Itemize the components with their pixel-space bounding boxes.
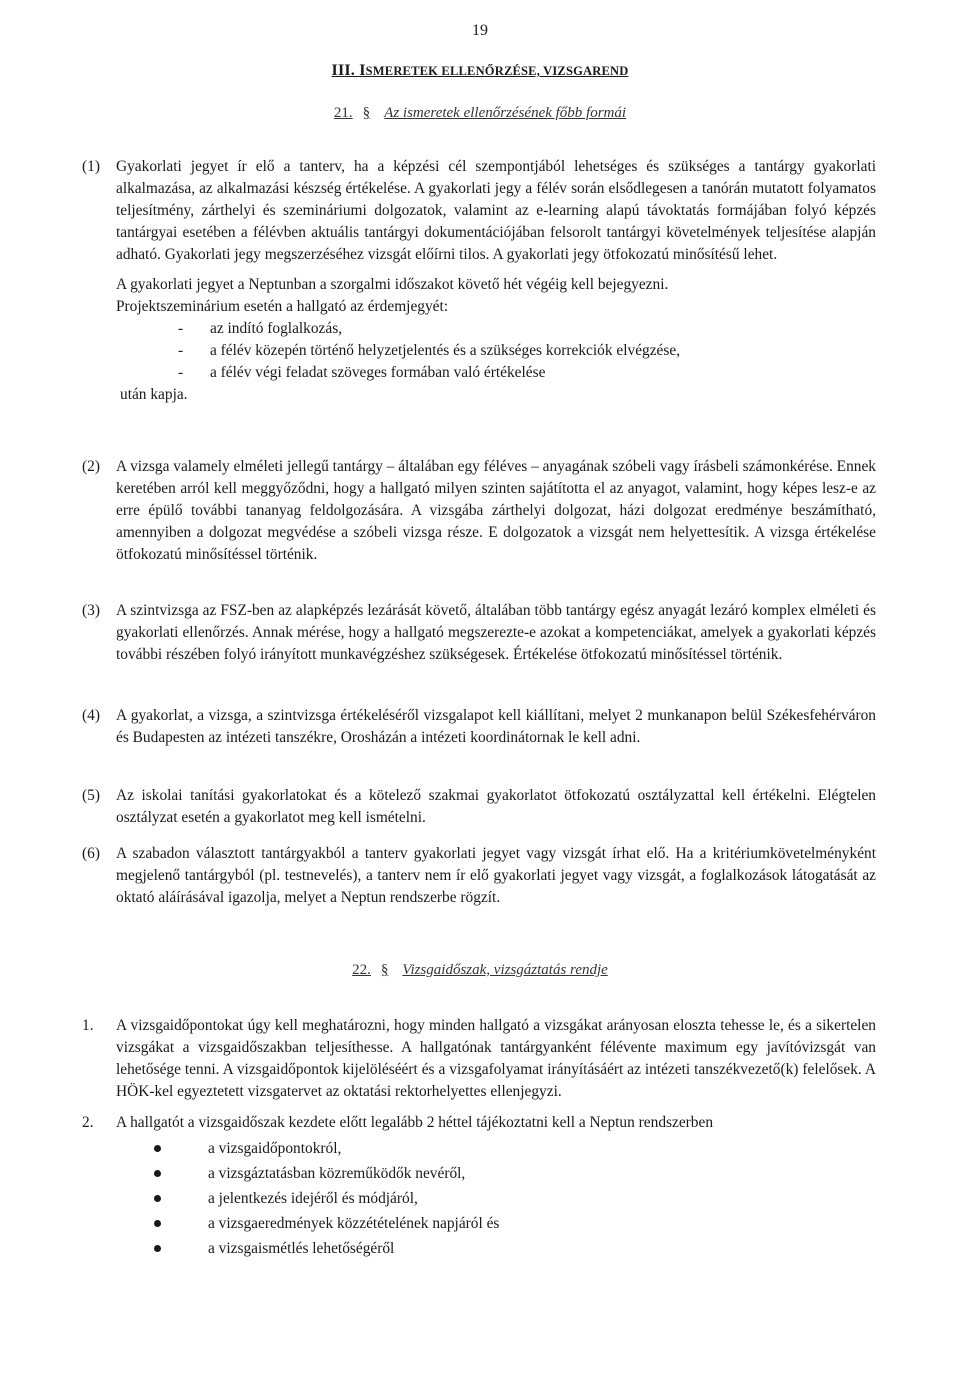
item-2	[82, 456, 876, 566]
item-6-text: A szabadon választott tantárgyakból a tanterv gyakorlati jegyet vagy vizsgát írhat elő. Ha a kritériumkövetelményként megjelenő tantárgyból (pl. testnevelés), a tanterv nem ír elő gyakorlati jegyet vagy vizsgát, a foglalkozások látogatását az oktató aláírásával igazolja, melyet a Neptun rendszerbe rögzít.	[116, 845, 876, 906]
chapter-roman: III.	[331, 62, 355, 79]
section-21-title: Az ismeretek ellenőrzésének főbb formái	[384, 105, 627, 121]
bullet-text: a vizsgaidőpontokról,	[208, 1140, 342, 1157]
item-4	[82, 705, 876, 749]
projekt-list-text: a félév végi feladat szöveges formában való értékelése	[210, 364, 546, 381]
vizsga-item-1-text: A vizsgaidőpontokat úgy kell meghatározni, hogy minden hallgató a vizsgákat arányosan eloszta tehesse le, és a sikertelen vizsgákat a vizsgaidőszakban teljesíthesse. A hallgatónak tantárgyanként félévente maximum egy javítóvizsgát van lehetősége tenni. A vizsgaidőpontok kijelöléséért és a vizsgafolyamat irányításáért az intézeti tanszékvezető(k) felelősek. A HÖK-kel egyeztetett vizsgatervet az oktatási rektorhelyettes ellenjegyzi.	[116, 1017, 876, 1100]
item-3-number: (3)	[82, 602, 100, 619]
vizsga-item-2	[82, 1112, 876, 1134]
bullet-text: a vizsgáztatásban közreműködők nevéről,	[208, 1165, 466, 1182]
dash-marker: -	[178, 320, 184, 337]
section-21-para-sign: §	[362, 105, 371, 121]
bullet-item	[116, 1161, 876, 1186]
section-22-para-sign: §	[380, 962, 389, 978]
bullet-dot-icon	[154, 1245, 161, 1252]
bullet-dot-icon	[154, 1170, 161, 1177]
item-3-text: A szintvizsga az FSZ-ben az alapképzés lezárását követő, általában több tantárgy egész anyagát lezáró komplex elméleti és gyakorlati ellenőrzés. Annak mérése, hogy a hallgató megszerezte-e azokat a kompetenciákat, amelyek a gyakorlati képzés további részében folyó irányított munkavégzéshez szükségesek. Értékelése ötfokozatú minősítéssel történik.	[116, 602, 876, 663]
item-2-text: A vizsga valamely elméleti jellegű tantárgy – általában egy féléves – anyagának szóbeli vagy írásbeli számonkérése. Ennek keretében arról kell meggyőződni, hogy a hallgató milyen szinten sajátította el az anyagot, valamint, hogy képes lesz-e az erre épülő további tananyag feldolgozására. A vizsgába zárthelyi dolgozat, házi dolgozat eredménye beszámítható, amennyiben a dolgozat megvédése a szóbeli vizsga része. E dolgozatok a vizsgát nem helyettesítik. A vizsga értékelése ötfokozatú minősítéssel történik.	[116, 458, 876, 563]
item-3	[82, 600, 876, 666]
dash-marker: -	[178, 364, 184, 381]
bullet-dot-icon	[154, 1220, 161, 1227]
vizsga-item-1	[82, 1015, 876, 1103]
projekt-list-item	[116, 318, 876, 340]
bullet-dot-icon	[154, 1145, 161, 1152]
section-21-heading	[0, 105, 960, 122]
item-5-block	[82, 785, 876, 829]
item-1-text: Gyakorlati jegyet ír elő a tanterv, ha a képzési cél szempontjából lehetséges és szükséges a tantárgy gyakorlati alkalmazása, az alkalmazási készség értékelése. A gyakorlati jegy a félév során elsődlegesen a tanórán mutatott folyamatos teljesítmény, zárthelyi és szemináriumi dolgozatok, valamint az e-learning alapú távoktatás formájában folyó képzés tantárgyai esetében a félévben aktuális tantárgyi dokumentációjában felsorolt tantárgyi követelmények teljesítése alapján adható. Gyakorlati jegy megszerzéséhez vizsgát előírni tilos. A gyakorlati jegy ötfokozatú minősítésű lehet.	[116, 158, 876, 263]
item-5-text: Az iskolai tanítási gyakorlatokat és a kötelező szakmai gyakorlatot ötfokozatú osztályzattal kell értékelni. Elégtelen osztályzat esetén a gyakorlatot meg kell ismételni.	[116, 787, 876, 826]
section-22-number: 22.	[352, 962, 371, 978]
section-22-heading	[0, 962, 960, 979]
neptun-note: A gyakorlati jegyet a Neptunban a szorgalmi időszakot követő hét végéig kell bejegyezni.	[116, 276, 669, 293]
vizsga-item-2-block	[82, 1112, 876, 1261]
bullet-text: a vizsgaeredmények közzétételének napjáról és	[208, 1215, 500, 1232]
section-22-title: Vizsgaidőszak, vizsgáztatás rendje	[402, 962, 608, 978]
bullet-item	[116, 1186, 876, 1211]
item-2-block	[82, 456, 876, 566]
bullet-item	[116, 1136, 876, 1161]
page-number: 19	[472, 22, 488, 39]
item-6-number: (6)	[82, 845, 100, 862]
bullet-item	[116, 1211, 876, 1236]
item-5	[82, 785, 876, 829]
bullet-text: a vizsgaismétlés lehetőségéről	[208, 1240, 395, 1257]
item-6-block	[82, 843, 876, 909]
item-6	[82, 843, 876, 909]
item-1-number: (1)	[82, 158, 100, 175]
vizsga-item-2-number: 2.	[82, 1114, 94, 1131]
item-2-number: (2)	[82, 458, 100, 475]
item-4-number: (4)	[82, 707, 100, 724]
section-21-body-top	[82, 156, 876, 406]
projekt-list	[116, 318, 876, 384]
bullet-dot-icon	[154, 1195, 161, 1202]
vizsga-item-1-block	[82, 1015, 876, 1103]
bullet-text: a jelentkezés idejéről és módjáról,	[208, 1190, 418, 1207]
projekt-list-text: az indító foglalkozás,	[210, 320, 343, 337]
chapter-title-rest: SMERETEK ELLENŐRZÉSE, VIZSGAREND	[365, 64, 629, 78]
dash-marker: -	[178, 342, 184, 359]
bullet-item	[116, 1236, 876, 1261]
projekt-intro: Projektszeminárium esetén a hallgató az érdemjegyét:	[116, 298, 449, 315]
vizsga-bullet-list	[116, 1136, 876, 1261]
projekt-outro: után kapja.	[120, 386, 188, 403]
item-3-block	[82, 600, 876, 666]
item-5-number: (5)	[82, 787, 100, 804]
chapter-initial: I	[359, 62, 366, 79]
vizsga-item-1-number: 1.	[82, 1017, 94, 1034]
item-1	[82, 156, 876, 266]
section-21-number: 21.	[333, 105, 353, 121]
projekt-list-item	[116, 340, 876, 362]
projekt-list-text: a félév közepén történő helyzetjelentés és a szükséges korrekciók elvégzése,	[210, 342, 681, 359]
item-4-block	[82, 705, 876, 749]
chapter-heading	[0, 62, 960, 80]
item-4-text: A gyakorlat, a vizsga, a szintvizsga értékeléséről vizsgalapot kell kiállítani, melyet 2 munkanapon belül Székesfehérváron és Budapesten az intézeti tanszékre, Orosházán a intézeti koordinátornak le kell adni.	[116, 707, 876, 746]
projekt-list-item	[116, 362, 876, 384]
vizsga-item-2-text: A hallgatót a vizsgaidőszak kezdete előtt legalább 2 héttel tájékoztatni kell a Neptun rendszerben	[116, 1114, 714, 1131]
